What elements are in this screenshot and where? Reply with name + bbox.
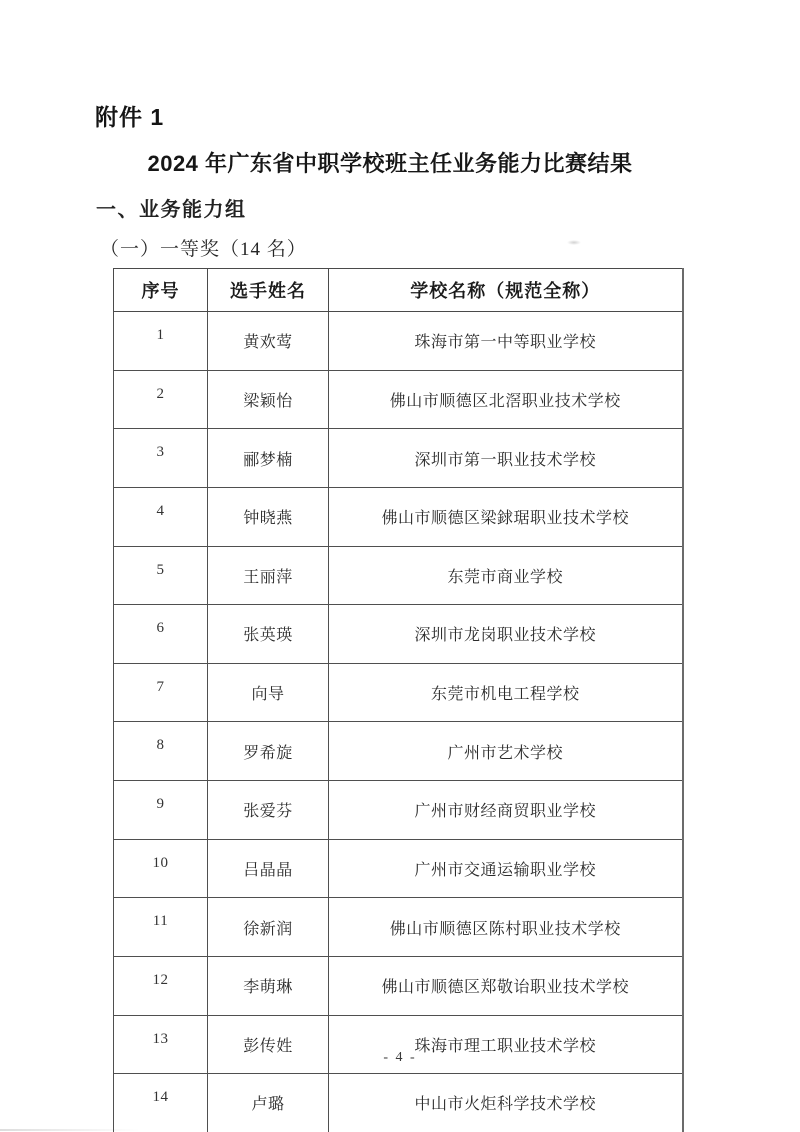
- contestant-name-cell: 卢璐: [208, 1074, 329, 1132]
- school-name-cell: 深圳市龙岗职业技术学校: [329, 605, 683, 664]
- row-number-cell: 6: [114, 605, 208, 664]
- row-number-cell: 13: [114, 1015, 208, 1074]
- section-heading: 一、业务能力组: [96, 199, 247, 221]
- school-name-cell: 佛山市顺德区北滘职业技术学校: [329, 370, 683, 429]
- scan-edge-artifact: [0, 1129, 140, 1131]
- table-row: [114, 546, 683, 605]
- contestant-name-cell: 徐新润: [208, 898, 329, 957]
- table-row: [114, 956, 683, 1015]
- school-name-cell: 佛山市顺德区陈村职业技术学校: [329, 898, 683, 957]
- table-row: [114, 839, 683, 898]
- row-number-cell: 3: [114, 429, 208, 488]
- contestant-name-cell: 彭传姓: [208, 1015, 329, 1074]
- school-name-cell: 东莞市商业学校: [329, 546, 683, 605]
- table-row: [114, 722, 683, 781]
- column-header-school-name: 学校名称（规范全称）: [329, 269, 683, 312]
- row-number-cell: 11: [114, 898, 208, 957]
- contestant-name-cell: 王丽萍: [208, 546, 329, 605]
- contestant-name-cell: 罗希旋: [208, 722, 329, 781]
- row-number-cell: 7: [114, 663, 208, 722]
- school-name-cell: 广州市艺术学校: [329, 722, 683, 781]
- column-header-no: 序号: [114, 269, 208, 312]
- document-title: 2024 年广东省中职学校班主任业务能力比赛结果: [147, 151, 633, 176]
- table-row: [114, 429, 683, 488]
- contestant-name-cell: 吕晶晶: [208, 839, 329, 898]
- school-name-cell: 中山市火炬科学技术学校: [329, 1074, 683, 1132]
- attachment-label: 附件 1: [95, 104, 165, 130]
- column-header-contestant-name: 选手姓名: [208, 269, 329, 312]
- contestant-name-cell: 向导: [208, 663, 329, 722]
- table-row: [114, 312, 683, 371]
- school-name-cell: 佛山市顺德区梁銶琚职业技术学校: [329, 487, 683, 546]
- table-row: [114, 487, 683, 546]
- school-name-cell: 佛山市顺德区郑敬诒职业技术学校: [329, 956, 683, 1015]
- row-number-cell: 8: [114, 722, 208, 781]
- contestant-name-cell: 张英瑛: [208, 605, 329, 664]
- table-row: [114, 898, 683, 957]
- contestant-name-cell: 梁颖怡: [208, 370, 329, 429]
- results-table: [113, 268, 684, 1132]
- contestant-name-cell: 黄欢莺: [208, 312, 329, 371]
- school-name-cell: 广州市交通运输职业学校: [329, 839, 683, 898]
- contestant-name-cell: 郦梦楠: [208, 429, 329, 488]
- subsection-heading: （一）一等奖（14 名）: [100, 239, 307, 260]
- table-row: [114, 605, 683, 664]
- row-number-cell: 5: [114, 546, 208, 605]
- row-number-cell: 10: [114, 839, 208, 898]
- contestant-name-cell: 张爱芬: [208, 781, 329, 840]
- contestant-name-cell: 钟晓燕: [208, 487, 329, 546]
- table-row: [114, 781, 683, 840]
- row-number-cell: 12: [114, 956, 208, 1015]
- row-number-cell: 2: [114, 370, 208, 429]
- scan-smudge-artifact: [567, 240, 581, 245]
- school-name-cell: 珠海市第一中等职业学校: [329, 312, 683, 371]
- school-name-cell: 珠海市理工职业技术学校: [329, 1015, 683, 1074]
- row-number-cell: 9: [114, 781, 208, 840]
- row-number-cell: 1: [114, 312, 208, 371]
- table-row: [114, 1074, 683, 1132]
- row-number-cell: 14: [114, 1074, 208, 1132]
- school-name-cell: 东莞市机电工程学校: [329, 663, 683, 722]
- page-number: - 4 -: [383, 1050, 417, 1065]
- table-row: [114, 370, 683, 429]
- table-row: [114, 663, 683, 722]
- school-name-cell: 深圳市第一职业技术学校: [329, 429, 683, 488]
- table-header-row: [114, 269, 683, 312]
- school-name-cell: 广州市财经商贸职业学校: [329, 781, 683, 840]
- contestant-name-cell: 李萌琳: [208, 956, 329, 1015]
- row-number-cell: 4: [114, 487, 208, 546]
